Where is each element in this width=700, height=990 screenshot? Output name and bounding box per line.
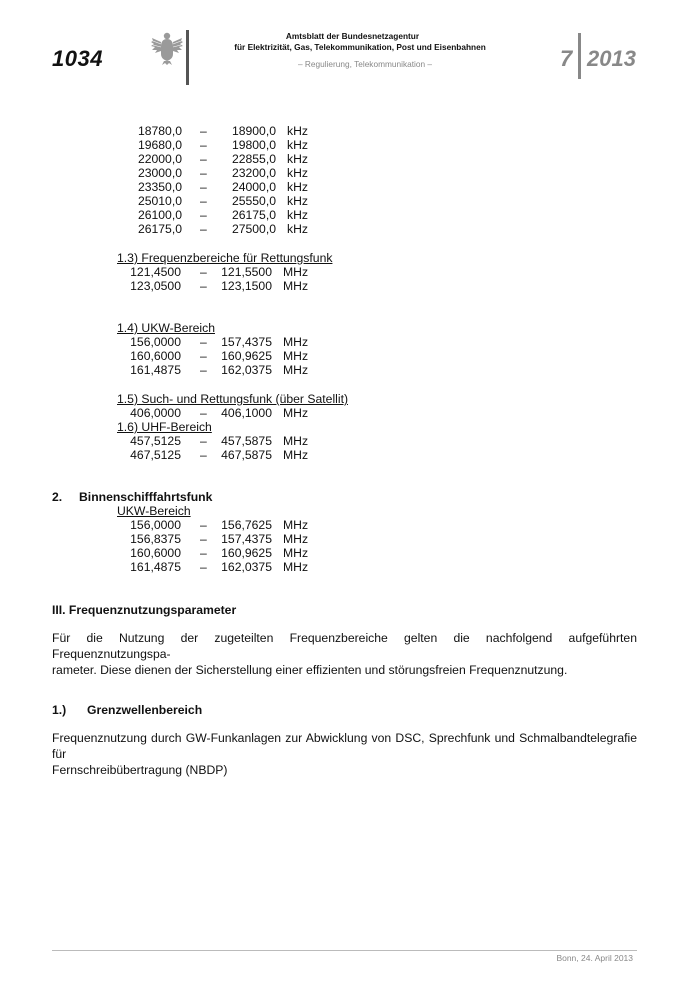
frequency-unit: MHz [283, 279, 309, 293]
frequency-from: 25010,0 [137, 194, 182, 208]
frequency-to: 26175,0 [231, 208, 276, 222]
frequency-to: 406,1000 [221, 406, 272, 420]
frequency-unit: MHz [283, 546, 309, 560]
frequency-row [0, 532, 700, 546]
section-III-1-paragraph-line2: Fernschreibübertragung (NBDP) [52, 763, 228, 777]
range-dash: – [200, 180, 207, 194]
frequency-to: 162,0375 [221, 560, 272, 574]
frequency-from: 23000,0 [137, 166, 182, 180]
frequency-from: 123,0500 [130, 279, 181, 293]
range-dash: – [200, 349, 207, 363]
frequency-to: 157,4375 [221, 335, 272, 349]
frequency-from: 23350,0 [137, 180, 182, 194]
frequency-to: 160,9625 [221, 349, 272, 363]
frequency-unit: kHz [287, 152, 308, 166]
frequency-unit: MHz [283, 518, 309, 532]
frequency-unit: kHz [287, 208, 308, 222]
frequency-from: 156,0000 [130, 518, 181, 532]
frequency-to: 162,0375 [221, 363, 272, 377]
range-dash: – [200, 532, 207, 546]
gazette-subtitle: – Regulierung, Telekommunikation – [297, 59, 433, 69]
frequency-row [0, 363, 700, 377]
frequency-from: 26175,0 [137, 222, 182, 236]
frequency-to: 457,5875 [221, 434, 272, 448]
range-dash: – [200, 194, 207, 208]
frequency-unit: MHz [283, 406, 309, 420]
section-III-1-paragraph-line1: Frequenznutzung durch GW-Funkanlagen zur Abwicklung von DSC, Sprechfunk und Schmalbandtelegrafie für [52, 731, 637, 761]
section-1-3-heading: 1.3) Frequenzbereiche für Rettungsfunk [117, 251, 333, 265]
frequency-to: 157,4375 [221, 532, 272, 546]
range-dash: – [200, 166, 207, 180]
frequency-unit: MHz [283, 448, 309, 462]
range-dash: – [200, 406, 207, 420]
frequency-from: 160,6000 [130, 546, 181, 560]
frequency-row [0, 560, 700, 574]
frequency-row [0, 208, 700, 222]
range-dash: – [200, 265, 207, 279]
section-2-title: Binnenschifffahrtsfunk [79, 490, 213, 504]
frequency-from: 457,5125 [130, 434, 181, 448]
frequency-row [0, 194, 700, 208]
frequency-unit: MHz [283, 363, 309, 377]
section-2-subheading: UKW-Bereich [117, 504, 191, 518]
range-dash: – [200, 518, 207, 532]
frequency-from: 18780,0 [137, 124, 182, 138]
frequency-unit: MHz [283, 349, 309, 363]
frequency-row [0, 124, 700, 138]
frequency-unit: kHz [287, 138, 308, 152]
frequency-row [0, 152, 700, 166]
section-1-5-heading: 1.5) Such- und Rettungsfunk (über Satellit) [117, 392, 349, 406]
range-dash: – [200, 152, 207, 166]
frequency-to: 22855,0 [231, 152, 276, 166]
frequency-to: 19800,0 [231, 138, 276, 152]
federal-eagle-icon [150, 30, 184, 66]
section-III-1-paragraph [52, 730, 637, 778]
section-III-paragraph-line1: Für die Nutzung der zugeteilten Frequenzbereiche gelten die nachfolgend aufgeführten Frequenznutzungspa- [52, 631, 637, 661]
section-1-4-heading: 1.4) UKW-Bereich [117, 321, 215, 335]
frequency-from: 26100,0 [137, 208, 182, 222]
frequency-unit: kHz [287, 194, 308, 208]
range-dash: – [200, 138, 207, 152]
frequency-row [0, 222, 700, 236]
frequency-unit: MHz [283, 265, 309, 279]
frequency-from: 19680,0 [137, 138, 182, 152]
frequency-to: 160,9625 [221, 546, 272, 560]
frequency-row [0, 518, 700, 532]
issue-number: 7 [560, 46, 573, 71]
range-dash: – [200, 363, 207, 377]
frequency-to: 18900,0 [231, 124, 276, 138]
range-dash: – [200, 448, 207, 462]
range-dash: – [200, 279, 207, 293]
frequency-unit: kHz [287, 180, 308, 194]
frequency-to: 121,5500 [221, 265, 272, 279]
range-dash: – [200, 335, 207, 349]
frequency-from: 160,6000 [130, 349, 181, 363]
frequency-unit: MHz [283, 335, 309, 349]
frequency-unit: MHz [283, 560, 309, 574]
range-dash: – [200, 222, 207, 236]
section-III-1-title: Grenzwellenbereich [87, 703, 203, 717]
section-III-1-number: 1.) [52, 703, 67, 717]
frequency-unit: kHz [287, 124, 308, 138]
frequency-row [0, 434, 700, 448]
frequency-from: 121,4500 [130, 265, 181, 279]
range-dash: – [200, 434, 207, 448]
frequency-from: 156,8375 [130, 532, 181, 546]
frequency-from: 467,5125 [130, 448, 181, 462]
frequency-row [0, 180, 700, 194]
frequency-unit: kHz [287, 166, 308, 180]
frequency-row [0, 406, 700, 420]
header-divider [186, 30, 189, 85]
frequency-row [0, 279, 700, 293]
frequency-row [0, 138, 700, 152]
frequency-to: 23200,0 [231, 166, 276, 180]
footer-date: Bonn, 24. April 2013 [556, 953, 633, 963]
range-dash: – [200, 546, 207, 560]
frequency-to: 27500,0 [231, 222, 276, 236]
frequency-row [0, 546, 700, 560]
frequency-to: 123,1500 [221, 279, 272, 293]
range-dash: – [200, 208, 207, 222]
issue-year: 2013 [587, 46, 636, 71]
page-number: 1034 [52, 46, 103, 71]
section-1-6-heading: 1.6) UHF-Bereich [117, 420, 212, 434]
frequency-to: 467,5875 [221, 448, 272, 462]
frequency-to: 156,7625 [221, 518, 272, 532]
gazette-title-line2: für Elektrizität, Gas, Telekommunikation, Post und Eisenbahnen [234, 42, 486, 52]
frequency-unit: kHz [287, 222, 308, 236]
frequency-unit: MHz [283, 434, 309, 448]
frequency-row [0, 166, 700, 180]
frequency-row [0, 335, 700, 349]
frequency-row [0, 448, 700, 462]
range-dash: – [200, 124, 207, 138]
range-dash: – [200, 560, 207, 574]
frequency-to: 24000,0 [231, 180, 276, 194]
issue-divider [578, 33, 581, 79]
frequency-from: 22000,0 [137, 152, 182, 166]
frequency-to: 25550,0 [231, 194, 276, 208]
frequency-from: 156,0000 [130, 335, 181, 349]
frequency-unit: MHz [283, 532, 309, 546]
section-III-paragraph [52, 630, 637, 678]
frequency-row [0, 349, 700, 363]
frequency-row [0, 265, 700, 279]
footer-rule [52, 950, 637, 951]
section-III-paragraph-line2: rameter. Diese dienen der Sicherstellung einer effizienten und störungsfreien Frequenznutzung. [52, 663, 568, 677]
frequency-from: 406,0000 [130, 406, 181, 420]
section-2-number: 2. [52, 490, 63, 504]
frequency-from: 161,4875 [130, 363, 181, 377]
gazette-title-line1: Amtsblatt der Bundesnetzagentur [285, 31, 420, 41]
section-III-heading: III. Frequenznutzungsparameter [52, 603, 237, 617]
frequency-from: 161,4875 [130, 560, 181, 574]
